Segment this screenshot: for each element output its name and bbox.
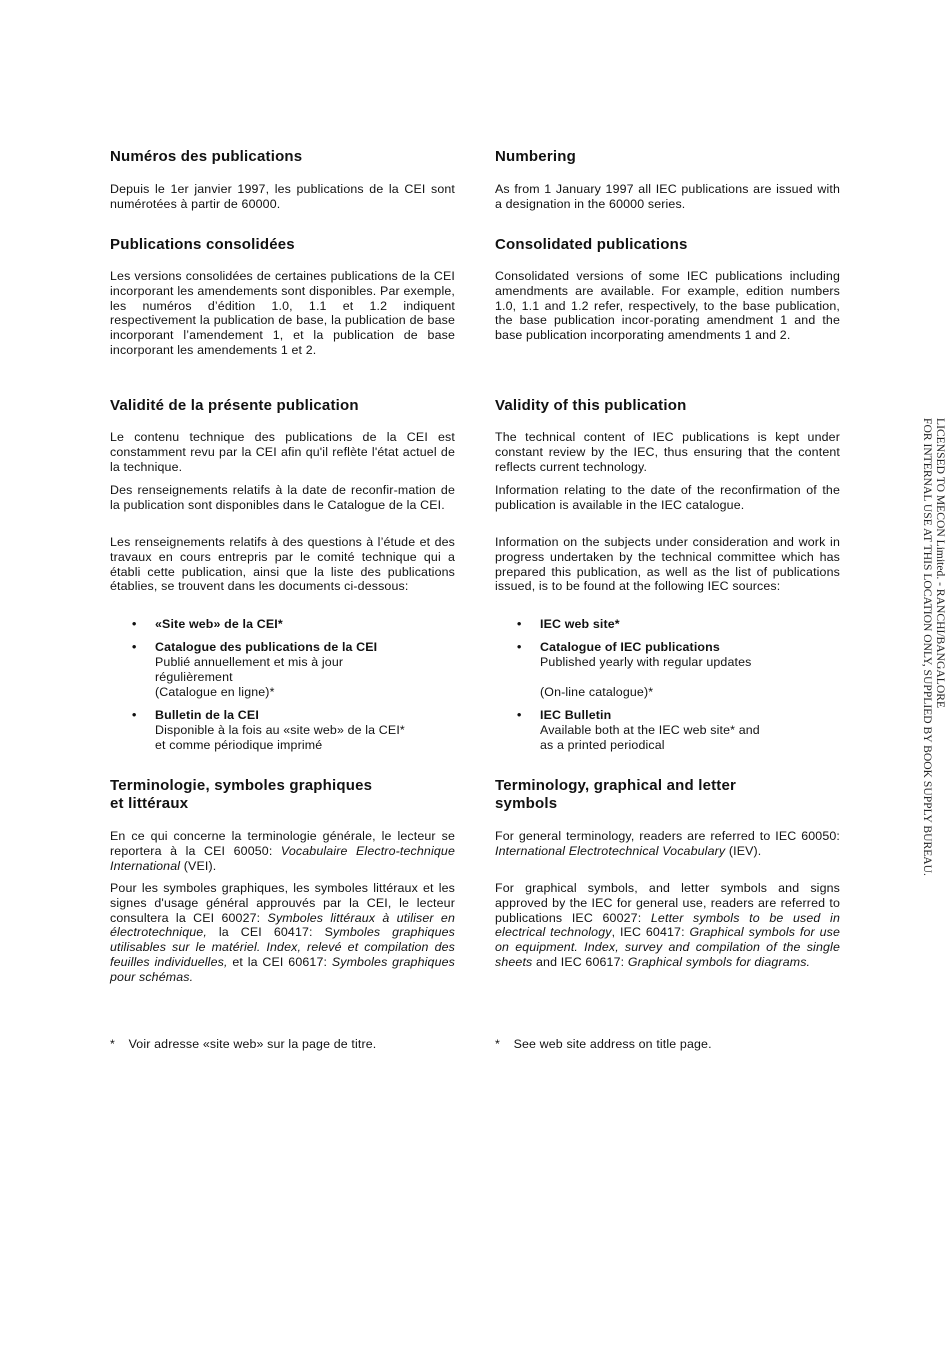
bullet-line: Available both at the IEC web site* and <box>540 723 760 737</box>
paragraph-consolidated-fr: Les versions consolidées de certaines publications de la CEI incorporant les amendements sont disponibles. Par exemple, les numéros d’édition 1.0, 1.1 et 1.2 indiquent respectivement la publication de base, la publication de base incorporant l’amendement 1, et la publication de base incorporant les amendements 1 et 2. <box>110 269 455 357</box>
paragraph-consolidated-en: Consolidated versions of some IEC publications including amendments are available. For example, edition numbers 1.0, 1.1 and 1.2 refer, respectively, to the base publication, the base publication incor-porating amendment 1 and the base publication incorporating amendments 1 and 2. <box>495 269 840 343</box>
text-run: Pour les symboles graphiques, les symboles littéraux et les signes d'usage général approuvés par la CEI, le lecteur consultera la CEI 60027: <box>110 881 455 925</box>
license-line-2: FOR INTERNAL USE AT THIS LOCATION ONLY, SUPPLIED BY BOOK SUPPLY BUREAU. <box>921 418 934 876</box>
footnote-en <box>495 1037 712 1052</box>
paragraph-terminology-2-en <box>495 881 840 970</box>
text-run-italic: Symboles graphiques pour schémas. <box>110 954 455 984</box>
text-run: For general terminology, readers are referred to IEC 60050: <box>495 829 840 843</box>
heading-line-1: Terminology, graphical and letter <box>495 777 737 794</box>
paragraph-validity-1-en: The technical content of IEC publications is kept under constant review by the IEC, thus ensuring that the content reflects current technology. <box>495 430 840 474</box>
text-run-italic: Graphical symbols for diagrams. <box>627 954 811 969</box>
bullet-line: as a printed periodical <box>540 738 665 752</box>
text-run: la CEI 60417: S <box>206 925 334 940</box>
paragraph-validity-2-fr: Des renseignements relatifs à la date de reconfir-mation de la publication sont disponibles dans le Catalogue de la CEI. <box>110 483 455 512</box>
section-heading-numbering-en: Numbering <box>495 148 576 165</box>
text-run: et la CEI 60617: <box>227 954 332 969</box>
bullet-dot-icon: • <box>132 617 137 631</box>
footnote-marker: * <box>495 1037 500 1051</box>
section-heading-consolidated-fr: Publications consolidées <box>110 236 295 253</box>
bullet-line: (Catalogue en ligne)* <box>155 685 275 699</box>
text-run: , IEC 60417: <box>611 925 690 940</box>
paragraph-numbering-en: As from 1 January 1997 all IEC publications are issued with a designation in the 60000 series. <box>495 182 840 211</box>
bullet-dot-icon: • <box>132 640 137 654</box>
paragraph-validity-1-fr: Le contenu technique des publications de la CEI est constamment revu par la CEI afin qu'il reflète l'état actuel de la technique. <box>110 430 455 474</box>
section-heading-numbering-fr: Numéros des publications <box>110 148 303 165</box>
paragraph-numbering-fr: Depuis le 1er janvier 1997, les publications de la CEI sont numérotées à partir de 60000. <box>110 182 455 211</box>
text-run-italic: ymboles graphiques utilisables sur le matériel. Index, relevé et compilation des feuilles individuelles, <box>110 925 455 969</box>
bullet-title: Bulletin de la CEI <box>155 708 259 722</box>
bullet-title: Catalogue des publications de la CEI <box>155 640 378 654</box>
bullet-line: (On-line catalogue)* <box>540 685 654 699</box>
license-watermark <box>921 418 947 876</box>
section-heading-terminology-fr <box>110 777 455 813</box>
text-run-italic: Symboles littéraux à utiliser en électrotechnique, <box>110 910 455 940</box>
section-heading-validity-en: Validity of this publication <box>495 397 687 414</box>
paragraph-validity-3-fr: Les renseignements relatifs à des questions à l’étude et des travaux en cours entrepris par le comité technique qui a établi cette publication, ainsi que la liste des publications établies, se trouvent dans les documents ci-dessous: <box>110 535 455 594</box>
license-line-1: LICENSED TO MECON Limited. - RANCHI/BANGALORE <box>934 418 947 709</box>
bullet-dot-icon: • <box>517 708 522 722</box>
heading-line-2: et littéraux <box>110 795 189 812</box>
bullet-dot-icon: • <box>517 640 522 654</box>
bullet-line: et comme périodique imprimé <box>155 738 323 752</box>
text-run: For graphical symbols, and letter symbols and signs approved by the IEC for general use, readers are referred to publications IEC 60027: <box>495 881 840 925</box>
section-heading-terminology-en <box>495 777 840 813</box>
bullet-dot-icon: • <box>132 708 137 722</box>
paragraph-terminology-1-en <box>495 829 840 859</box>
bullet-line: Disponible à la fois au «site web» de la CEI* <box>155 723 405 737</box>
text-run-italic: Letter symbols to be used in electrical technology <box>495 910 840 940</box>
bullet-line: Published yearly with regular updates <box>540 655 752 669</box>
footnote-text: Voir adresse «site web» sur la page de titre. <box>128 1037 377 1051</box>
text-run: En ce qui concerne la terminologie générale, le lecteur se reportera à la CEI 60050: <box>110 829 455 858</box>
text-run-italic: International Electrotechnical Vocabulary <box>495 843 726 858</box>
heading-line-2: symbols <box>495 795 558 812</box>
footnote-text: See web site address on title page. <box>513 1037 712 1051</box>
section-heading-consolidated-en: Consolidated publications <box>495 236 688 253</box>
bullet-title: IEC web site* <box>540 617 620 631</box>
heading-line-1: Terminologie, symboles graphiques <box>110 777 373 794</box>
text-run-italic: Graphical symbols for use on equipment. Index, survey and compilation of the single sheets <box>495 925 840 969</box>
footnote-marker: * <box>110 1037 115 1051</box>
text-run-italic: Vocabulaire Electro-technique International <box>110 843 455 873</box>
paragraph-validity-3-en: Information on the subjects under consideration and work in progress undertaken by the technical committee which has prepared this publication, as well as the list of publications issued, is to be found at the following IEC sources: <box>495 535 840 594</box>
footnote-fr <box>110 1037 376 1052</box>
bullet-title: IEC Bulletin <box>540 708 612 722</box>
paragraph-validity-2-en: Information relating to the date of the reconfirmation of the publication is available in the IEC catalogue. <box>495 483 840 512</box>
text-run: (IEV). <box>725 843 762 858</box>
bullet-title: «Site web» de la CEI* <box>155 617 283 631</box>
paragraph-terminology-1-fr <box>110 829 455 873</box>
section-heading-validity-fr: Validité de la présente publication <box>110 397 359 414</box>
paragraph-terminology-2-fr <box>110 881 455 985</box>
bullet-title: Catalogue of IEC publications <box>540 640 720 654</box>
bullet-line: régulièrement <box>155 670 233 684</box>
bullet-line: Publié annuellement et mis à jour <box>155 655 344 669</box>
text-run: (VEI). <box>180 858 217 873</box>
text-run: and IEC 60617: <box>532 954 628 969</box>
bullet-dot-icon: • <box>517 617 522 631</box>
